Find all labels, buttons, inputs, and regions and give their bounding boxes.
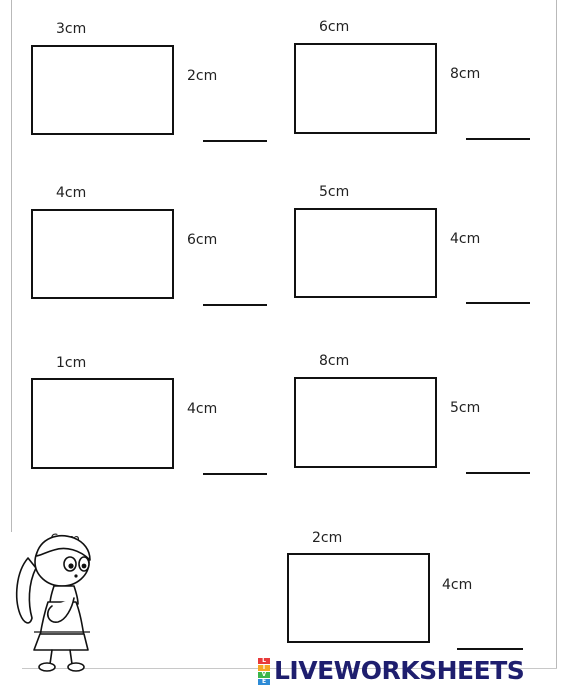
problem-3-rectangle <box>31 209 174 299</box>
problem-4-answer-blank[interactable] <box>466 302 530 304</box>
liveworksheets-logo <box>258 654 524 688</box>
liveworksheets-logo-badge <box>258 658 270 685</box>
liveworksheets-logo-text: LIVEWORKSHEETS <box>274 656 525 685</box>
problem-1-answer-blank[interactable] <box>203 140 267 142</box>
problem-8-width-label: 4cm <box>442 577 473 593</box>
problem-1-rectangle <box>31 45 174 135</box>
problem-5-answer-blank[interactable] <box>203 473 267 475</box>
problem-8-rectangle <box>287 553 430 643</box>
problem-6-length-label: 8cm <box>319 353 350 369</box>
problem-4-rectangle <box>294 208 437 298</box>
badge-letter: V <box>258 672 270 678</box>
problem-4-length-label: 5cm <box>319 184 350 200</box>
badge-letter: E <box>258 679 270 685</box>
problem-3-width-label: 6cm <box>187 232 218 248</box>
problem-1-width-label: 2cm <box>187 68 218 84</box>
problem-5-width-label: 4cm <box>187 401 218 417</box>
problem-4-width-label: 4cm <box>450 231 481 247</box>
problem-3-length-label: 4cm <box>56 185 87 201</box>
problem-5-length-label: 1cm <box>56 355 87 371</box>
girl-thinking-illustration <box>14 528 106 674</box>
page-frame-right <box>556 0 557 668</box>
problem-6-answer-blank[interactable] <box>466 472 530 474</box>
problem-2-rectangle <box>294 43 437 134</box>
badge-letter: L <box>258 658 270 664</box>
problem-6-rectangle <box>294 377 437 468</box>
problem-5-rectangle <box>31 378 174 469</box>
problem-8-answer-blank[interactable] <box>457 648 523 650</box>
problem-8-length-label: 2cm <box>312 530 343 546</box>
problem-2-answer-blank[interactable] <box>466 138 530 140</box>
problem-1-length-label: 3cm <box>56 21 87 37</box>
page-frame-left <box>11 0 12 532</box>
problem-2-length-label: 6cm <box>319 19 350 35</box>
problem-6-width-label: 5cm <box>450 400 481 416</box>
problem-2-width-label: 8cm <box>450 66 481 82</box>
badge-letter: I <box>258 665 270 671</box>
problem-3-answer-blank[interactable] <box>203 304 267 306</box>
